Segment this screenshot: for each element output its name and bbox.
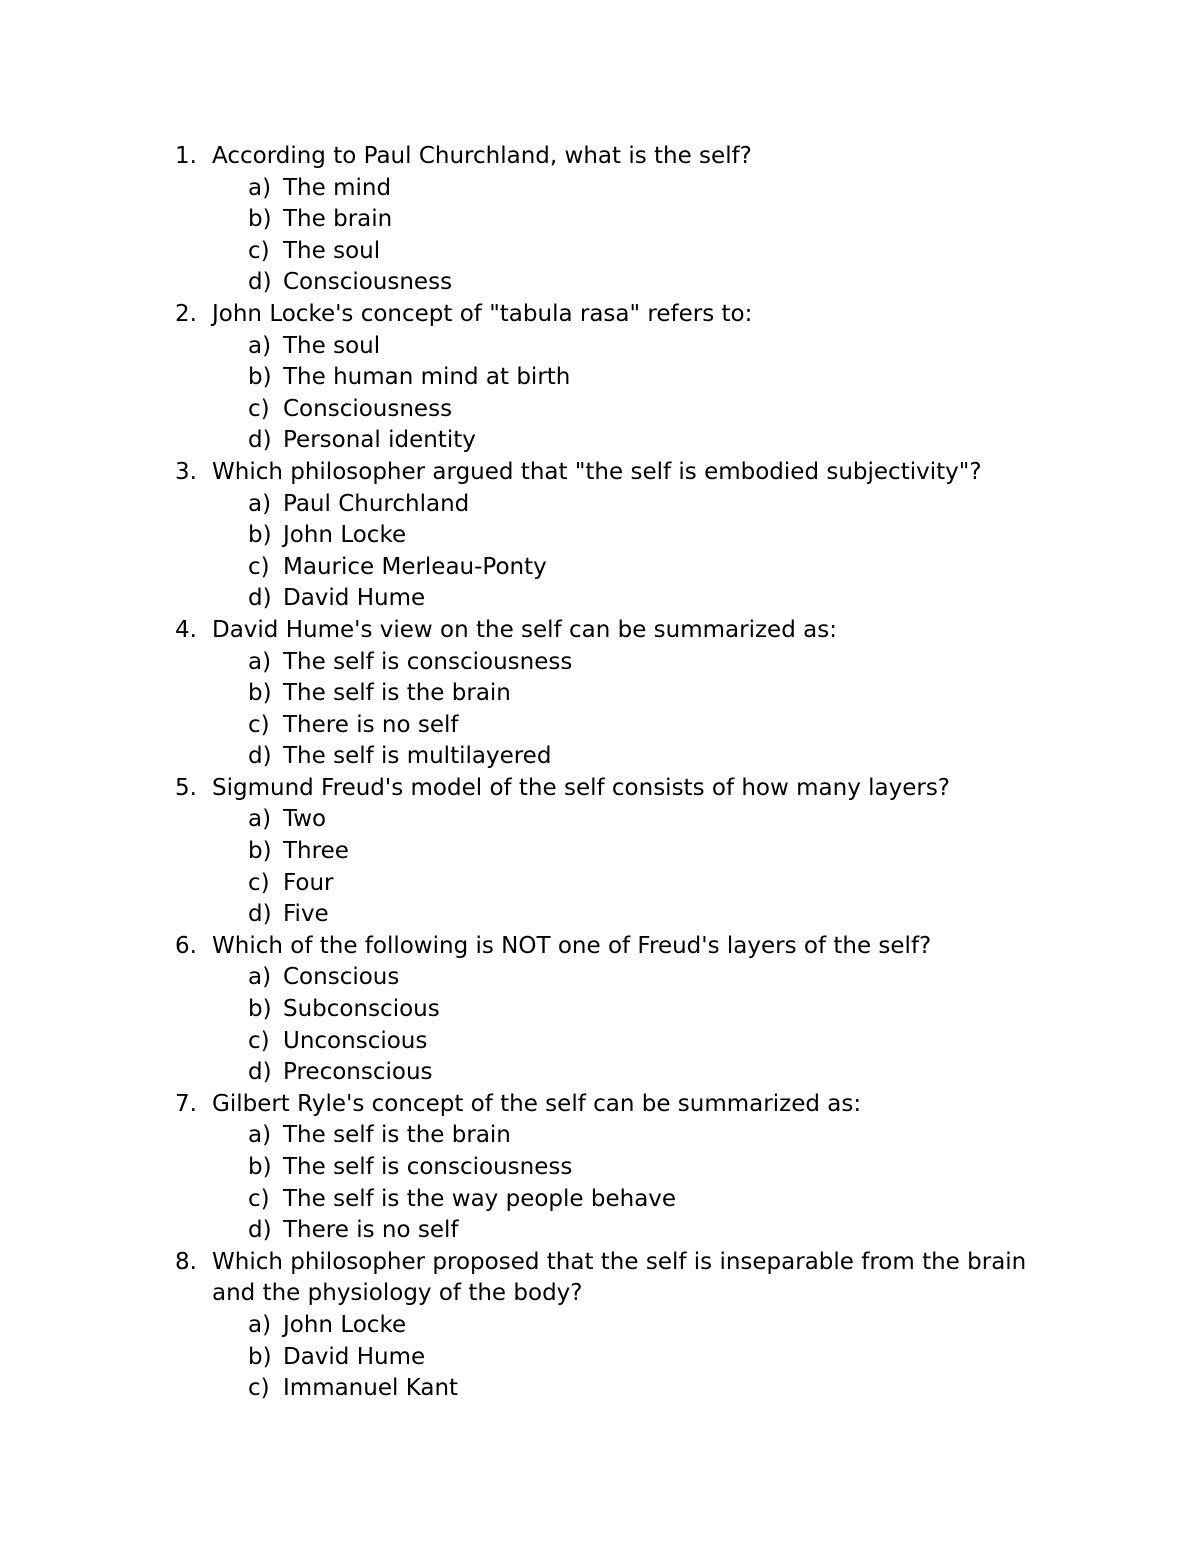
option-letter: d) bbox=[248, 743, 272, 770]
option-letter: a) bbox=[248, 806, 272, 833]
answer-option bbox=[0, 1310, 1200, 1342]
option-letter: c) bbox=[248, 1027, 270, 1054]
answer-option bbox=[0, 962, 1200, 994]
answer-option bbox=[0, 1215, 1200, 1247]
question-text: Which of the following is NOT one of Freud's layers of the self? bbox=[212, 932, 932, 959]
option-letter: b) bbox=[248, 1343, 272, 1370]
question-text: and the physiology of the body? bbox=[212, 1280, 583, 1307]
answer-option bbox=[0, 394, 1200, 426]
answer-option bbox=[0, 868, 1200, 900]
option-letter: d) bbox=[248, 901, 272, 928]
option-text: Maurice Merleau-Ponty bbox=[283, 553, 547, 580]
answer-option bbox=[0, 1120, 1200, 1152]
option-text: The self is consciousness bbox=[283, 648, 573, 675]
question-text: Sigmund Freud's model of the self consists of how many layers? bbox=[212, 774, 951, 801]
option-text: John Locke bbox=[283, 1311, 407, 1338]
option-letter: b) bbox=[248, 838, 272, 865]
option-text: Unconscious bbox=[283, 1027, 428, 1054]
answer-option bbox=[0, 804, 1200, 836]
option-letter: d) bbox=[248, 585, 272, 612]
option-text: Paul Churchland bbox=[283, 490, 470, 517]
option-text: Personal identity bbox=[283, 427, 476, 454]
option-text: Consciousness bbox=[283, 395, 453, 422]
question-text: Which philosopher argued that "the self is embodied subjectivity"? bbox=[212, 458, 982, 485]
answer-option bbox=[0, 1184, 1200, 1216]
answer-option bbox=[0, 489, 1200, 521]
question-line bbox=[0, 615, 1200, 647]
option-letter: a) bbox=[248, 332, 272, 359]
option-letter: c) bbox=[248, 869, 270, 896]
question-text: David Hume's view on the self can be summarized as: bbox=[212, 616, 837, 643]
option-letter: a) bbox=[248, 648, 272, 675]
option-text: Preconscious bbox=[283, 1059, 433, 1086]
question-item bbox=[0, 299, 1200, 457]
answer-option bbox=[0, 173, 1200, 205]
option-letter: c) bbox=[248, 395, 270, 422]
question-number: 2. bbox=[175, 300, 197, 327]
option-text: The mind bbox=[283, 174, 392, 201]
answer-option bbox=[0, 647, 1200, 679]
answer-option bbox=[0, 331, 1200, 363]
option-letter: c) bbox=[248, 237, 270, 264]
question-item bbox=[0, 773, 1200, 931]
option-text: There is no self bbox=[283, 711, 459, 738]
answer-option bbox=[0, 362, 1200, 394]
question-text: According to Paul Churchland, what is the self? bbox=[212, 143, 752, 169]
quiz-question-list bbox=[0, 141, 1200, 1405]
option-letter: a) bbox=[248, 964, 272, 991]
option-text: Subconscious bbox=[283, 996, 440, 1023]
answer-option bbox=[0, 994, 1200, 1026]
answer-option bbox=[0, 1373, 1200, 1405]
option-letter: c) bbox=[248, 1185, 270, 1212]
option-letter: d) bbox=[248, 1059, 272, 1086]
option-text: Two bbox=[283, 806, 327, 833]
answer-option bbox=[0, 836, 1200, 868]
question-line bbox=[0, 1278, 1200, 1310]
answer-option bbox=[0, 678, 1200, 710]
option-text: John Locke bbox=[283, 522, 407, 549]
question-item bbox=[0, 615, 1200, 773]
option-text: Five bbox=[283, 901, 329, 928]
option-text: The soul bbox=[283, 332, 381, 359]
question-number: 1. bbox=[175, 143, 197, 169]
option-text: Immanuel Kant bbox=[283, 1375, 459, 1402]
question-number: 4. bbox=[175, 616, 197, 643]
answer-option bbox=[0, 899, 1200, 931]
option-text: Conscious bbox=[283, 964, 400, 991]
question-line bbox=[0, 773, 1200, 805]
option-text: Consciousness bbox=[283, 269, 453, 296]
option-text: The self is the way people behave bbox=[283, 1185, 677, 1212]
question-text: Which philosopher proposed that the self is inseparable from the brain bbox=[212, 1248, 1027, 1275]
option-letter: b) bbox=[248, 1154, 272, 1180]
question-number: 5. bbox=[175, 774, 197, 801]
question-line bbox=[0, 931, 1200, 963]
question-line bbox=[0, 1089, 1200, 1121]
option-letter: b) bbox=[248, 522, 272, 549]
question-text: John Locke's concept of "tabula rasa" refers to: bbox=[212, 300, 753, 327]
option-letter: d) bbox=[248, 269, 272, 296]
question-number: 6. bbox=[175, 932, 197, 959]
option-text: The self is the brain bbox=[283, 1122, 511, 1149]
answer-option bbox=[0, 236, 1200, 268]
answer-option bbox=[0, 1057, 1200, 1089]
option-letter: b) bbox=[248, 364, 272, 391]
answer-option bbox=[0, 520, 1200, 552]
option-text: The soul bbox=[283, 237, 381, 264]
question-item bbox=[0, 1089, 1200, 1247]
answer-option bbox=[0, 1152, 1200, 1184]
answer-option bbox=[0, 425, 1200, 457]
answer-option bbox=[0, 710, 1200, 742]
answer-option bbox=[0, 267, 1200, 299]
option-letter: c) bbox=[248, 1375, 270, 1402]
question-line bbox=[0, 457, 1200, 489]
answer-option bbox=[0, 1342, 1200, 1374]
option-text: There is no self bbox=[283, 1217, 459, 1244]
option-letter: a) bbox=[248, 1122, 272, 1149]
option-letter: c) bbox=[248, 711, 270, 738]
question-line bbox=[0, 299, 1200, 331]
answer-option bbox=[0, 204, 1200, 236]
option-letter: b) bbox=[248, 680, 272, 707]
option-text: David Hume bbox=[283, 585, 426, 612]
question-item bbox=[0, 457, 1200, 615]
answer-option bbox=[0, 1026, 1200, 1058]
question-number: 8. bbox=[175, 1248, 197, 1275]
answer-option bbox=[0, 552, 1200, 584]
option-text: The self is the brain bbox=[283, 680, 511, 707]
option-letter: a) bbox=[248, 1311, 272, 1338]
answer-option bbox=[0, 741, 1200, 773]
answer-option bbox=[0, 583, 1200, 615]
question-item bbox=[0, 1247, 1200, 1405]
question-number: 7. bbox=[175, 1090, 197, 1117]
option-text: Three bbox=[283, 838, 349, 865]
option-letter: a) bbox=[248, 174, 272, 201]
option-letter: b) bbox=[248, 206, 272, 233]
option-text: Four bbox=[283, 869, 334, 896]
option-text: The self is multilayered bbox=[283, 743, 552, 770]
option-text: David Hume bbox=[283, 1343, 426, 1370]
question-item bbox=[0, 931, 1200, 1089]
option-letter: c) bbox=[248, 553, 270, 580]
option-letter: a) bbox=[248, 490, 272, 517]
question-number: 3. bbox=[175, 458, 197, 485]
option-text: The human mind at birth bbox=[283, 364, 571, 391]
question-text: Gilbert Ryle's concept of the self can be summarized as: bbox=[212, 1090, 862, 1117]
option-letter: b) bbox=[248, 996, 272, 1023]
question-line bbox=[0, 1247, 1200, 1279]
option-letter: d) bbox=[248, 1217, 272, 1244]
option-text: The brain bbox=[283, 206, 393, 233]
option-text: The self is consciousness bbox=[283, 1154, 573, 1180]
question-line bbox=[0, 141, 1200, 173]
option-letter: d) bbox=[248, 427, 272, 454]
question-item bbox=[0, 141, 1200, 299]
